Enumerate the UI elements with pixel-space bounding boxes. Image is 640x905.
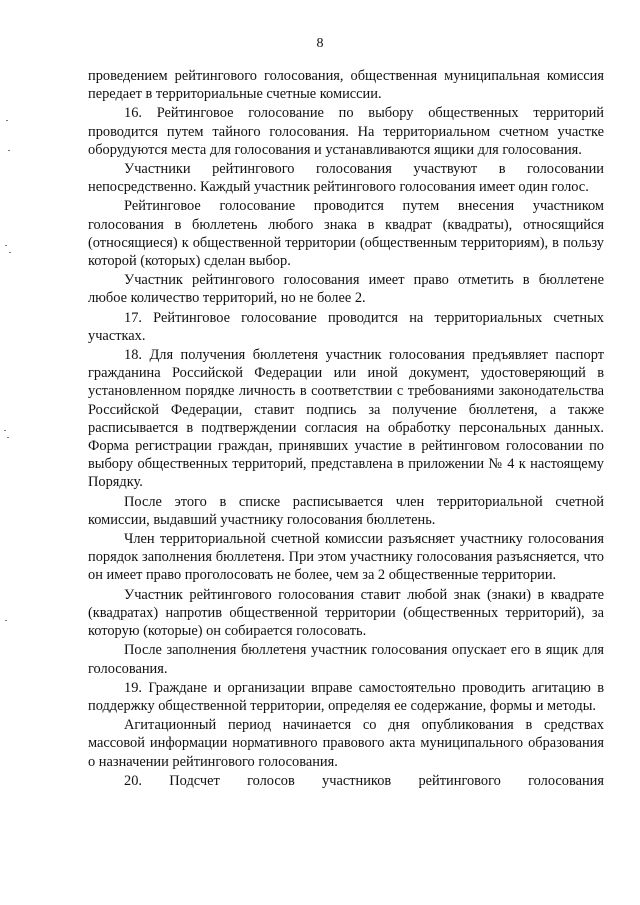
paragraph-mark-ballot: Участник рейтингового голосования ставит любой знак (знаки) в квадрате (квадратах) напротив общественной территории (общественных территорий), за которую (которые) он собирается голосовать.	[88, 586, 604, 640]
paragraph-commission-signature: После этого в списке расписывается член территориальной счетной комиссии, выдавший участнику голосования бюллетень.	[88, 493, 604, 528]
scan-speck	[5, 245, 7, 246]
paragraph-clause-18: 18. Для получения бюллетеня участник голосования предъявляет паспорт гражданина Российской Федерации или иной документ, удостоверяющий в установленном порядке личность в соответствии с требованиями законодательства Российской Федерации, ставит подпись за получение бюллетеня, а также расписывается в подтверждении согласия на обработку персональных данных. Форма регистрации граждан, принявших участие в рейтинговом голосовании по выбору общественных территорий, представлена в приложении № 4 к настоящему Порядку.	[88, 347, 604, 491]
paragraph-continuation: проведением рейтингового голосования, общественная муниципальная комиссия передает в территориальные счетные комиссии.	[88, 68, 604, 103]
paragraph-clause-19: 19. Граждане и организации вправе самостоятельно проводить агитацию в поддержку общественной территории, определяя ее содержание, формы и методы.	[88, 679, 604, 714]
paragraph-vote-limit: Участник рейтингового голосования имеет право отметить в бюллетене любое количество территорий, но не более 2.	[88, 272, 604, 307]
scan-speck	[8, 150, 10, 151]
document-body	[88, 67, 604, 791]
paragraph-clause-20: 20. Подсчет голосов участников рейтингового голосования	[124, 772, 604, 789]
scan-speck	[9, 252, 11, 253]
page-number: 8	[316, 36, 324, 51]
paragraph-voting-method: Рейтинговое голосование проводится путем внесения участником голосования в бюллетень любого знака в квадрат (квадраты), относящийся (относящиеся) к общественной территории (общественным территориям), в пользу которой (которых) сделан выбор.	[88, 198, 604, 270]
paragraph-participants: Участники рейтингового голосования участвуют в голосовании непосредственно. Каждый участник рейтингового голосования имеет один голос.	[88, 161, 604, 196]
scan-speck	[4, 430, 6, 431]
paragraph-explanation: Член территориальной счетной комиссии разъясняет участнику голосования порядок заполнения бюллетеня. При этом участнику голосования разъясняется, что он имеет право проголосовать не более, чем за 2 общественные территории.	[88, 531, 604, 584]
scan-speck	[7, 437, 9, 438]
paragraph-campaign-period: Агитационный период начинается со дня опубликования в средствах массовой информации нормативного правового акта муниципального образования о назначении рейтингового голосования.	[88, 717, 604, 770]
paragraph-clause-17: 17. Рейтинговое голосование проводится на территориальных счетных участках.	[88, 309, 604, 344]
paragraph-clause-16: 16. Рейтинговое голосование по выбору общественных территорий проводится путем тайного голосования. На территориальном счетном участке оборудуются места для голосования и устанавливаются ящики для голосования.	[88, 105, 604, 158]
scan-speck	[6, 120, 8, 121]
scan-speck	[5, 620, 7, 621]
paragraph-ballot-box: После заполнения бюллетеня участник голосования опускает его в ящик для голосования.	[88, 642, 604, 677]
